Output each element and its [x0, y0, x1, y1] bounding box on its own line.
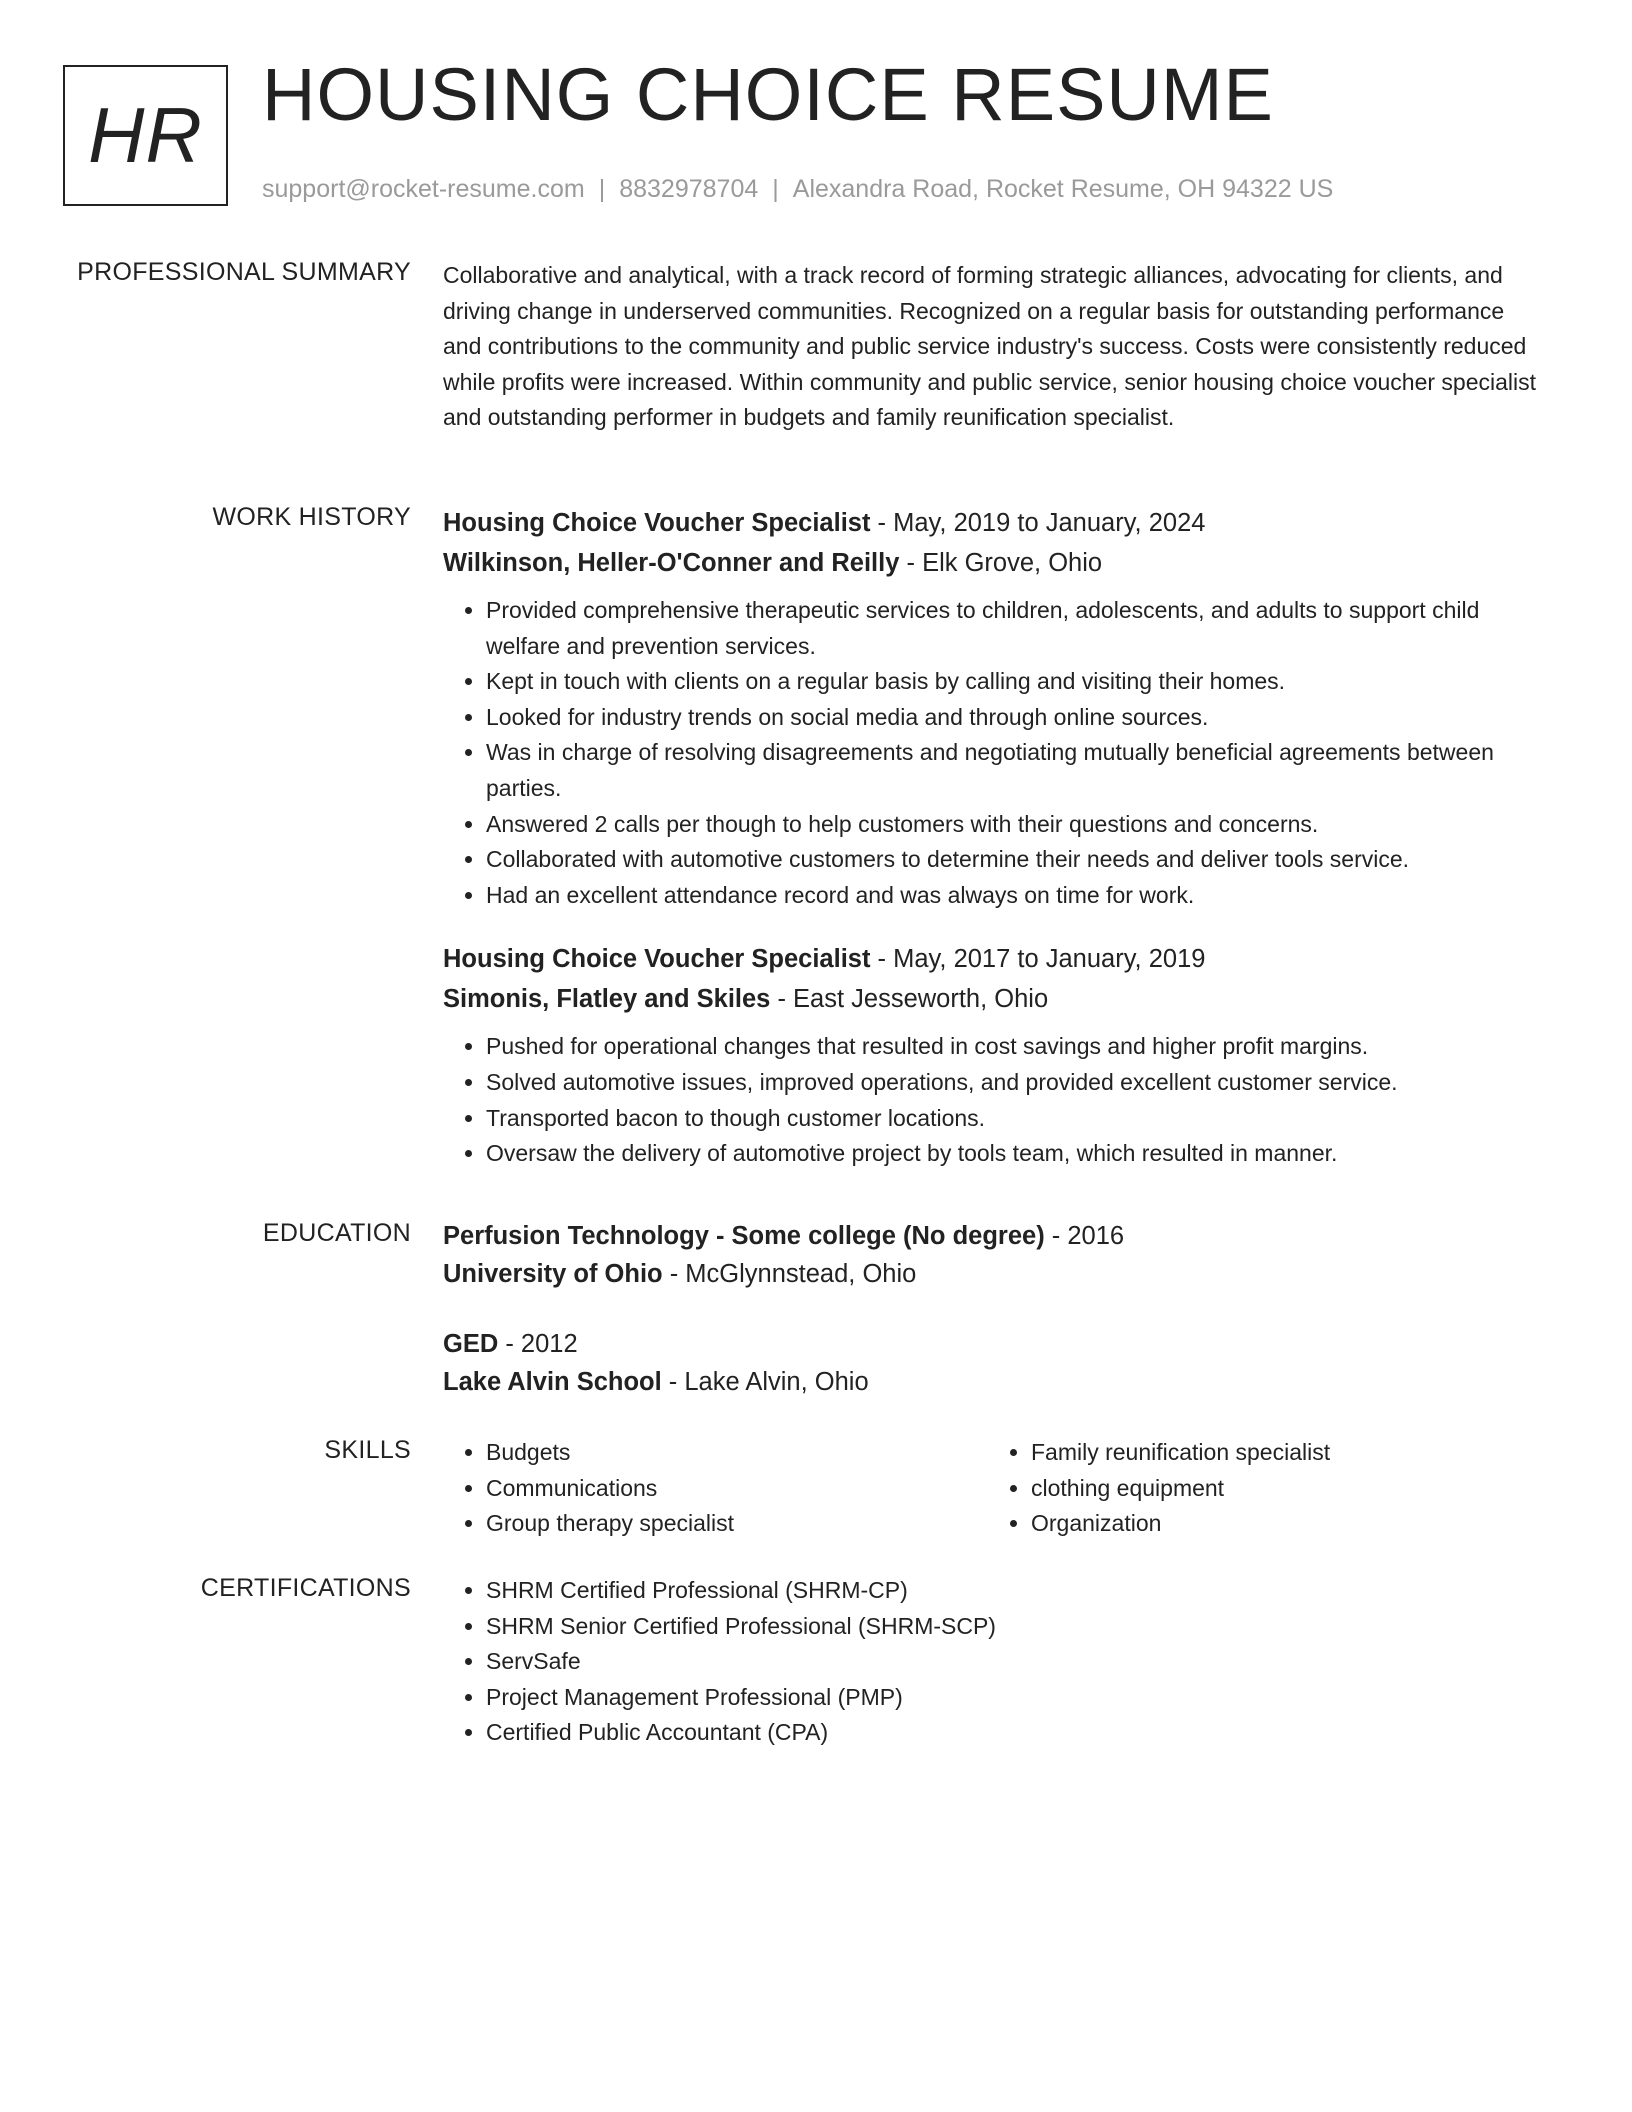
education-degree: Perfusion Technology - Some college (No degree) [443, 1222, 1045, 1250]
job-title-line [443, 503, 1543, 543]
job-entry [443, 939, 1543, 1171]
list-item: • Organization [1031, 1506, 1533, 1542]
job-title: Housing Choice Voucher Specialist [443, 509, 871, 537]
job-entry [443, 503, 1543, 913]
skills-columns [443, 1435, 1543, 1542]
job-bullets [443, 593, 1543, 913]
list-item: • ServSafe [486, 1644, 1543, 1680]
education-school: Lake Alvin School [443, 1367, 662, 1396]
education-degree-line [443, 1326, 1543, 1364]
section-body [443, 258, 1543, 436]
job-company-line [443, 979, 1543, 1019]
contact-email[interactable]: support@rocket-resume.com [262, 175, 585, 203]
certifications-list [443, 1573, 1543, 1751]
list-item: • Collaborated with automotive customers to determine their needs and deliver tools service. [486, 842, 1543, 878]
list-item: • Transported bacon to though customer locations. [486, 1101, 1543, 1137]
summary-text: Collaborative and analytical, with a track record of forming strategic alliances, advocating for clients, and driving change in underserved communities. Recognized on a regular basis for outstanding performance and contributions to the community and public service industry's success. Costs were consistently reduced while profits were increased. Within community and public service, senior housing choice voucher specialist and outstanding performer in budgets and family reunification specialist. [443, 262, 1537, 430]
job-bullets [443, 1029, 1543, 1171]
list-item: • Communications [486, 1471, 988, 1507]
section-body [443, 1435, 1543, 1542]
contact-separator: | [772, 175, 779, 203]
list-item: • Kept in touch with clients on a regular basis by calling and visiting their homes. [486, 664, 1543, 700]
education-entry [443, 1326, 1543, 1401]
education-degree: GED [443, 1330, 499, 1358]
section-heading: WORK HISTORY [212, 503, 411, 531]
section-body [443, 1218, 1543, 1401]
list-item: • Project Management Professional (PMP) [486, 1680, 1543, 1716]
job-title: Housing Choice Voucher Specialist [443, 945, 871, 974]
list-item: • Looked for industry trends on social media and through online sources. [486, 700, 1543, 736]
education-year: - 2016 [1044, 1222, 1125, 1250]
section-body [443, 1573, 1543, 1751]
list-item: • Had an excellent attendance record and was always on time for work. [486, 878, 1543, 914]
education-school: University of Ohio [443, 1259, 663, 1288]
list-item: • Pushed for operational changes that resulted in cost savings and higher profit margins. [486, 1029, 1543, 1065]
education-location: - Lake Alvin, Ohio [661, 1367, 869, 1396]
list-item: • Oversaw the delivery of automotive project by tools team, which resulted in manner. [486, 1136, 1543, 1172]
job-title-line [443, 939, 1543, 979]
education-school-line [443, 1364, 1543, 1402]
contact-separator: | [598, 175, 606, 203]
list-item: • clothing equipment [1031, 1471, 1533, 1507]
job-dates: - May, 2019 to January, 2024 [870, 509, 1206, 537]
contact-phone[interactable]: 8832978704 [619, 175, 759, 203]
skills-list-left [443, 1435, 988, 1542]
list-item: • Solved automotive issues, improved operations, and provided excellent customer service. [486, 1065, 1543, 1101]
section-heading: PROFESSIONAL SUMMARY [77, 258, 411, 286]
education-school-line [443, 1256, 1543, 1294]
education-entry [443, 1218, 1543, 1293]
list-item: • Was in charge of resolving disagreements and negotiating mutually beneficial agreements between parties. [486, 735, 1543, 806]
education-location: - McGlynnstead, Ohio [662, 1259, 917, 1288]
resume-title: HOUSING CHOICE RESUME [262, 53, 1274, 136]
list-item: • Group therapy specialist [486, 1506, 988, 1542]
job-location: - East Jesseworth, Ohio [770, 985, 1049, 1014]
monogram-box [63, 65, 228, 206]
skills-list-right [988, 1435, 1533, 1542]
list-item: • Answered 2 calls per though to help customers with their questions and concerns. [486, 807, 1543, 843]
list-item: • Certified Public Accountant (CPA) [486, 1715, 1543, 1751]
education-degree-line [443, 1218, 1543, 1256]
section-heading: SKILLS [324, 1436, 411, 1464]
education-year: - 2012 [498, 1330, 578, 1358]
monogram-initials: HR [88, 91, 203, 179]
contact-address: Alexandra Road, Rocket Resume, OH 94322 US [792, 175, 1334, 203]
job-company-line [443, 543, 1543, 583]
list-item: • Budgets [486, 1435, 988, 1471]
contact-line [262, 175, 1333, 204]
job-dates: - May, 2017 to January, 2019 [870, 945, 1206, 974]
list-item: • Provided comprehensive therapeutic services to children, adolescents, and adults to support child welfare and prevention services. [486, 593, 1543, 664]
section-heading: CERTIFICATIONS [200, 1574, 411, 1602]
job-company: Wilkinson, Heller-O'Conner and Reilly [443, 549, 900, 577]
list-item: • SHRM Certified Professional (SHRM-CP) [486, 1573, 1543, 1609]
list-item: • SHRM Senior Certified Professional (SHRM-SCP) [486, 1609, 1543, 1645]
list-item: • Family reunification specialist [1031, 1435, 1533, 1471]
job-company: Simonis, Flatley and Skiles [443, 985, 771, 1014]
section-body [443, 503, 1543, 1172]
section-heading: EDUCATION [262, 1219, 411, 1247]
job-location: - Elk Grove, Ohio [899, 549, 1103, 577]
